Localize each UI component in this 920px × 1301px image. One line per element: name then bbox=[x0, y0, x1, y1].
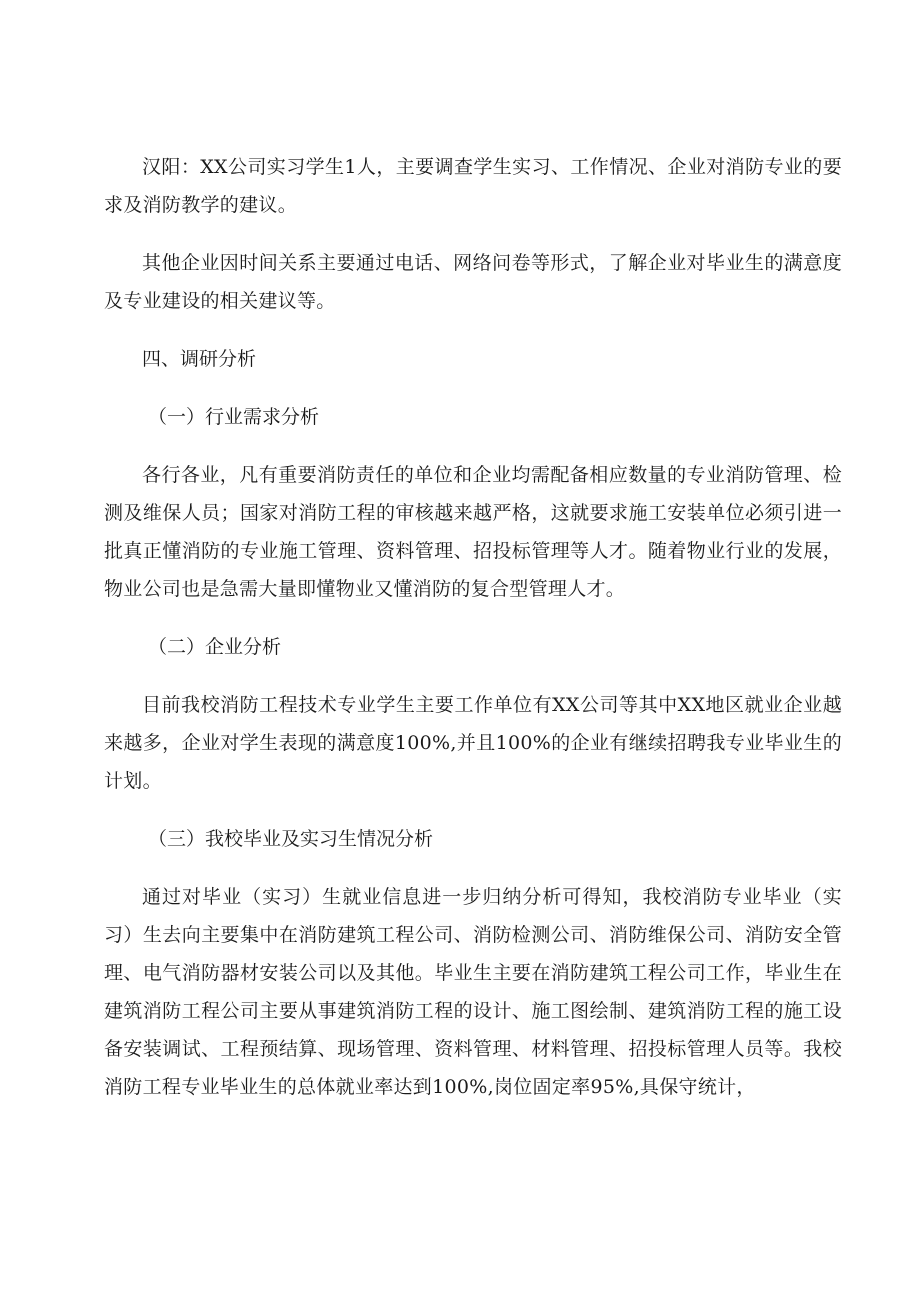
paragraph-enterprise-analysis: 目前我校消防工程技术专业学生主要工作单位有XX公司等其中XX地区就业企业越来越多，企业对学生表现的满意度100%,并且100%的企业有继续招聘我专业毕业生的计划。 bbox=[104, 694, 842, 792]
section-heading-analysis: 四、调研分析 bbox=[142, 348, 257, 370]
subheading-industry-demand: （一）行业需求分析 bbox=[148, 406, 320, 428]
paragraph-hanyang-survey: 汉阳：XX公司实习学生1人，主要调查学生实习、工作情况、企业对消防专业的要求及消防教学的建议。 bbox=[104, 156, 842, 216]
subheading-graduate-analysis: （三）我校毕业及实习生情况分析 bbox=[148, 828, 434, 850]
subheading-enterprise-analysis: （二）企业分析 bbox=[148, 636, 282, 658]
paragraph-industry-demand: 各行各业，凡有重要消防责任的单位和企业均需配备相应数量的专业消防管理、检测及维保人员；国家对消防工程的审核越来越严格，这就要求施工安装单位必须引进一批真正懂消防的专业施工管理、资料管理、招投标管理等人才。随着物业行业的发展，物业公司也是急需大量即懂物业又懂消防的复合型管理人才。 bbox=[104, 464, 842, 600]
paragraph-other-enterprises: 其他企业因时间关系主要通过电话、网络问卷等形式，了解企业对毕业生的满意度及专业建设的相关建议等。 bbox=[104, 252, 842, 312]
paragraph-graduate-analysis: 通过对毕业（实习）生就业信息进一步归纳分析可得知，我校消防专业毕业（实习）生去向主要集中在消防建筑工程公司、消防检测公司、消防维保公司、消防安全管理、电气消防器材安装公司以及其他。毕业生主要在消防建筑工程公司工作，毕业生在建筑消防工程公司主要从事建筑消防工程的设计、施工图绘制、建筑消防工程的施工设备安装调试、工程预结算、现场管理、资料管理、材料管理、招投标管理人员等。我校消防工程专业毕业生的总体就业率达到100%,岗位固定率95%,具保守统计， bbox=[104, 886, 842, 1098]
